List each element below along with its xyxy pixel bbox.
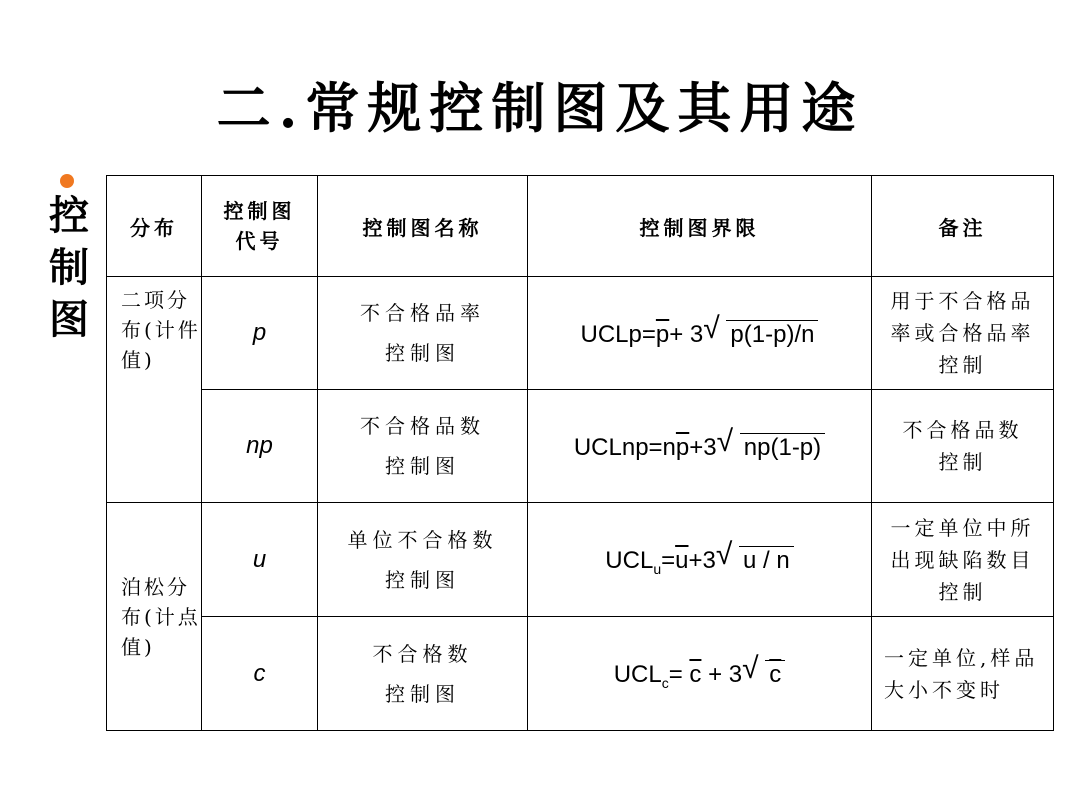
chart-name: 不合格品数 控制图 [318, 390, 528, 503]
page-title: 二.常规控制图及其用途 [216, 76, 864, 140]
note-cell: 一定单位中所出现缺陷数目控制 [872, 503, 1054, 617]
control-chart-table [106, 175, 1054, 731]
note-cell: 用于不合格品率或合格品率控制 [872, 277, 1054, 390]
side-label [44, 190, 94, 346]
note-cell: 一定单位,样品大小不变时 [872, 617, 1054, 731]
table-row [107, 503, 1054, 617]
ucl-formula: $UCL_u=\overline{u}+3√$ u / n [528, 503, 872, 617]
chart-name: 不合格品率 控制图 [318, 277, 528, 390]
sqrt-icon: √ [703, 312, 720, 345]
chart-code: np [202, 390, 318, 503]
chart-name: 单位不合格数 控制图 [318, 503, 528, 617]
sqrt-icon: √ [716, 425, 734, 458]
side-label-char: 制 [49, 244, 89, 291]
chart-code: c [202, 617, 318, 731]
distribution-cell: 二项分布(计件值) [107, 277, 202, 503]
side-label-char: 图 [49, 296, 89, 343]
bullet-dot [60, 174, 74, 188]
header-limits: 控制图界限 [528, 176, 872, 277]
distribution-cell: 泊松分布(计点值) [107, 503, 202, 731]
side-label-char: 控 [49, 192, 89, 239]
ucl-formula: $UCL_c= \overline{c} + 3√$ c [528, 617, 872, 731]
header-name: 控制图名称 [318, 176, 528, 277]
chart-code: u [202, 503, 318, 617]
header-code: 控制图代号 [202, 176, 318, 277]
ucl-formula: $UCLnp=n\overline{p}+3√$ np(1-p) [528, 390, 872, 503]
chart-name: 不合格数 控制图 [318, 617, 528, 731]
chart-code: p [202, 277, 318, 390]
sqrt-icon: √ [742, 652, 759, 686]
table-row [107, 390, 1054, 503]
header-notes: 备注 [872, 176, 1054, 277]
note-cell: 不合格品数控制 [872, 390, 1054, 503]
table-header-row [107, 176, 1054, 277]
header-distribution: 分布 [107, 176, 202, 277]
table-row [107, 617, 1054, 731]
sqrt-icon: √ [715, 538, 733, 572]
table-row [107, 277, 1054, 390]
ucl-formula: $UCLp=\overline{p}+ 3√$ p(1-p)/n [528, 277, 872, 390]
